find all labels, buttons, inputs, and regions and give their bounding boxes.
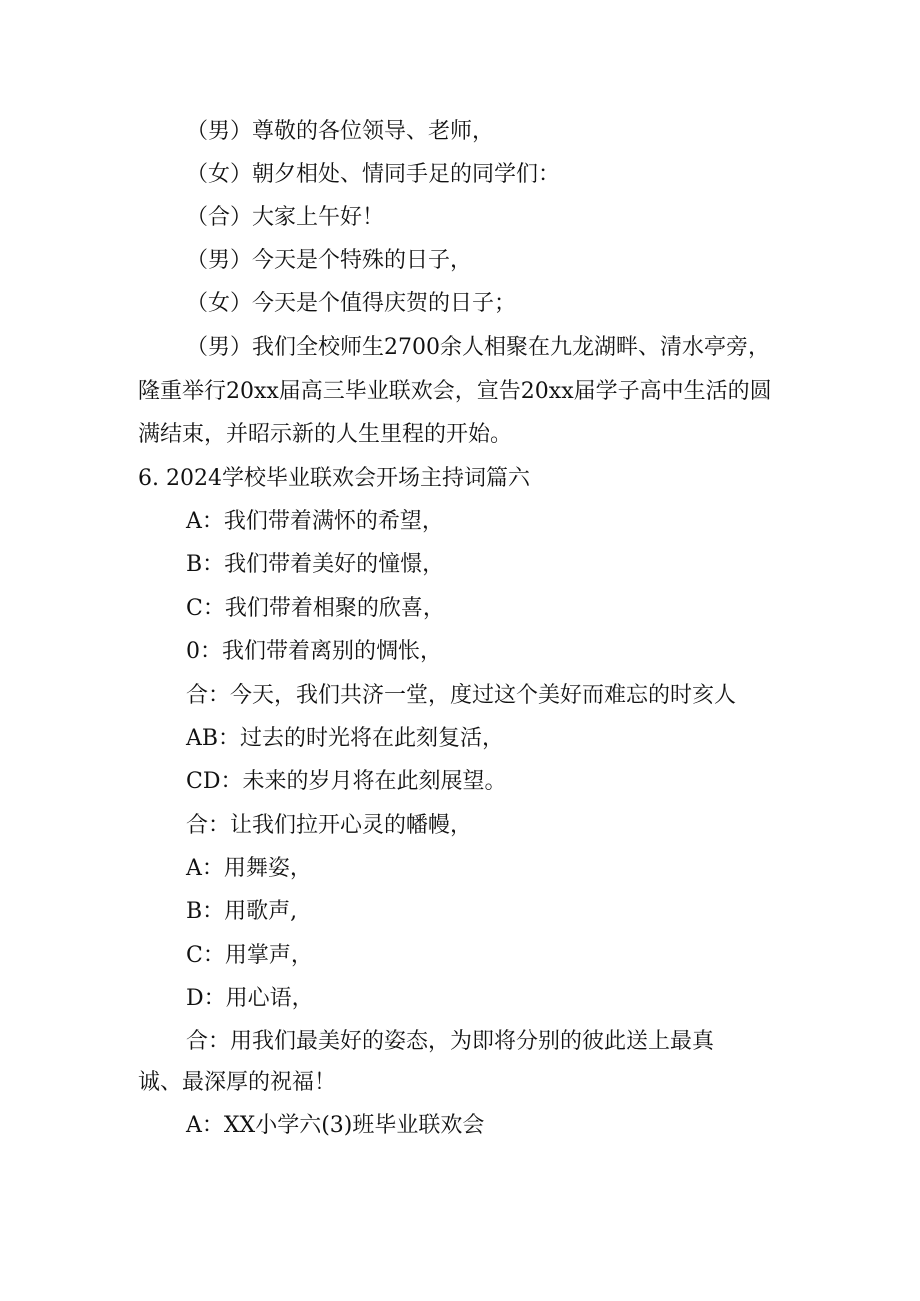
text-line: （女）今天是个值得庆贺的日子； [186,291,517,316]
text-line: D：用心语， [186,986,314,1011]
section-heading: 6. 2024学校毕业联欢会开场主持词篇六 [138,466,530,491]
text-line: CD：未来的岁月将在此刻展望。 [186,769,507,794]
text-line: 诚、最深厚的祝福！ [138,1070,337,1095]
text-line: 0：我们带着离别的惆怅， [186,639,442,664]
text-line: 合：今天，我们共济一堂，度过这个美好而难忘的时亥人 [186,683,737,708]
text-line: B：用歌声, [186,899,298,924]
text-line: C：我们带着相聚的欣喜， [186,596,445,621]
text-line: （女）朝夕相处、情同手足的同学们： [186,162,561,187]
text-line: C：用掌声， [186,943,313,968]
text-line: A：XX小学六(3)班毕业联欢会 [186,1113,485,1138]
text-line: （合）大家上午好！ [186,205,385,230]
text-line: （男）我们全校师生2700余人相聚在九龙湖畔、清水亭旁， [186,335,770,360]
text-line: 隆重举行20xx届高三毕业联欢会，宣告20xx届学子高中生活的圆 [138,379,772,404]
text-line: B：我们带着美好的憧憬， [186,552,445,577]
text-line: A：用舞姿， [186,856,312,881]
text-line: （男）今天是个特殊的日子， [186,248,473,273]
text-line: （男）尊敬的各位领导、老师， [186,119,495,144]
text-line: A：我们带着满怀的希望， [186,509,444,534]
text-line: AB：过去的时光将在此刻复活， [186,726,505,751]
text-line: 满结束，并昭示新的人生里程的开始。 [138,422,513,447]
text-line: 合：用我们最美好的姿态，为即将分别的彼此送上最真 [186,1029,715,1054]
text-line: 合：让我们拉开心灵的幡幔， [186,813,473,838]
